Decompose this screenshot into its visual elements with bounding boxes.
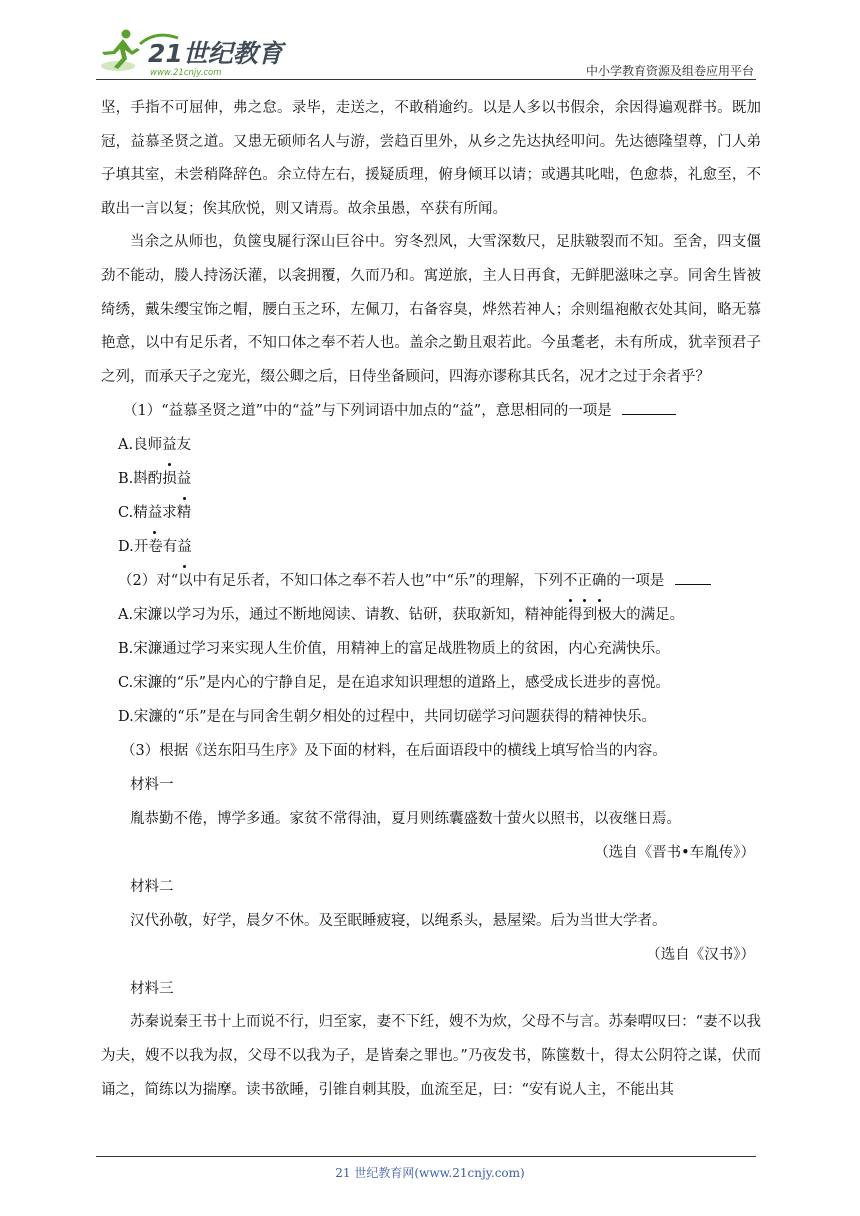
emphasis-dot-char: 正	[577, 564, 592, 598]
passage-paragraph: 当余之从师也，负箧曳屣行深山巨谷中。穷冬烈风，大雪深数尺，足肤皲裂而不知。至舍，四支僵劲不能动，媵人持汤沃灌，以衾拥覆，久而乃和。寓逆旅，主人日再食，无鲜肥滋味之享。同舍生皆被绮绣，戴朱缨宝饰之帽，腰白玉之环，左佩刀，右备容臭，烨然若神人；余则缊袍敝衣处其间，略无慕艳意，以中有足乐者，不知口体之奉不若人也。盖余之勤且艰若此。今虽耄老，未有所成，犹幸预君子之列，而承天子之宠光，缀公卿之后，日侍坐备顾问，四海亦谬称其氏名，况才之过于余者乎？	[101, 234, 761, 385]
question-2-option: D.宋濂的“乐”是在与同舍生朝夕相处的过程中，共同切磋学习问题获得的精神快乐。	[118, 709, 657, 726]
question-3-stem: （3）根据《送东阳马生序》及下面的材料，在后面语段中的横线上填写恰当的内容。	[121, 743, 667, 760]
passage-paragraph: 坚，手指不可屈伸，弗之怠。录毕，走送之，不敢稍逾约。以是人多以书假余，余因得遍观群书。既加冠，益慕圣贤之道。又患无硕师名人与游，尝趋百里外，从乡之先达执经叩问。先达德隆望尊，门人弟子填其室，未尝稍降辞色。余立侍左右，援疑质理，俯身倾耳以请；或遇其叱咄，色愈恭，礼愈至，不敢出一言以复；俟其欣悦，则又请焉。故余虽愚，卒获有所闻。	[101, 100, 761, 217]
page-header	[96, 22, 756, 80]
emphasis-dot-char: 益	[177, 530, 192, 564]
document-body	[101, 92, 761, 1107]
question-2-option: C.宋濂的“乐”是内心的宁静自足，是在追求知识理想的道路上，感受成长进步的喜悦。	[118, 675, 671, 692]
emphasis-dot-char: 确	[592, 564, 607, 598]
question-1-text: （1）“益慕圣贤之道”中的“益”与下列词语中加点的“益”，意思相同的一项是	[123, 403, 612, 420]
question-1-stem	[101, 394, 761, 428]
question-1-option: C.精益求精	[101, 496, 761, 530]
material-source: （选自《汉书》）	[646, 947, 755, 964]
material-title: 材料一	[130, 777, 174, 794]
question-2-option: B.宋濂通过学习来实现人生价值，用精神上的富足战胜物质上的贫困，内心充满快乐。	[118, 641, 670, 658]
material-source: （选自《晋书•车胤传》）	[594, 845, 755, 862]
svg-text:21世纪教育: 21世纪教育	[148, 39, 283, 68]
question-2-stem: （2）对“以中有足乐者，不知口体之奉不若人也”中“乐”的理解，下列不正确的一项是	[101, 564, 761, 598]
page-footer: 21 世纪教育网(www.21cnjy.com)	[335, 1166, 525, 1180]
svg-text:www.21cnjy.com: www.21cnjy.com	[150, 68, 222, 78]
material-title: 材料三	[130, 981, 174, 998]
site-logo	[96, 22, 296, 80]
emphasis-dot-char: 益	[148, 496, 163, 530]
answer-blank[interactable]	[675, 570, 711, 585]
footer-divider	[96, 1156, 756, 1157]
emphasis-dot-char: 益	[162, 428, 177, 462]
question-1-option: A.良师益友	[101, 428, 761, 462]
material-text: 苏秦说秦王书十上而说不行，归至家，妻不下纴，嫂不为炊，父母不与言。苏秦喟叹曰：“妻不以我为夫，嫂不以我为叔，父母不以我为子，是皆秦之罪也。”乃夜发书，陈箧数十，得太公阴符之谋，伏而诵之，简练以为揣摩。读书欲睡，引锥自刺其股，血流至足，曰：“安有说人主，不能出其	[101, 1014, 761, 1098]
question-2-option: A.宋濂以学习为乐，通过不断地阅读、请教、钻研，获取新知，精神能得到极大的满足。	[118, 607, 685, 624]
platform-name: 中小学教育资源及组卷应用平台	[585, 64, 754, 78]
material-title: 材料二	[130, 879, 174, 896]
question-1-option: D.开卷有益	[101, 530, 761, 564]
emphasis-dot-char: 益	[177, 462, 192, 496]
material-text: 胤恭勤不倦，博学多通。家贫不常得油，夏月则练囊盛数十萤火以照书，以夜继日焉。	[130, 811, 681, 828]
material-text: 汉代孙敬，好学，晨夕不休。及至眠睡疲寝，以绳系头，悬屋梁。后为当世大学者。	[130, 913, 667, 930]
emphasis-dot-char: 不	[563, 564, 578, 598]
header-divider	[96, 79, 756, 80]
question-1-option: B.斟酌损益	[101, 462, 761, 496]
answer-blank[interactable]	[622, 400, 676, 415]
